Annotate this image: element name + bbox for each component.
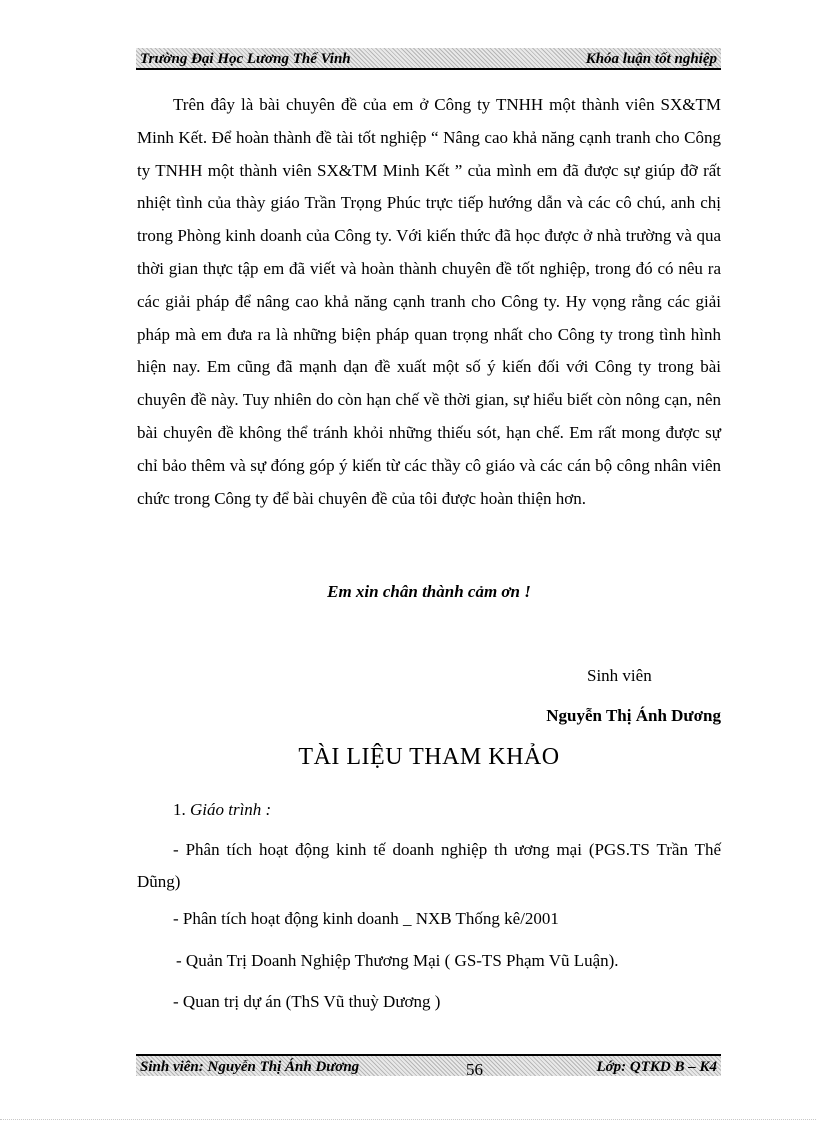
references-section-heading: [173, 794, 271, 826]
reference-item: - Phân tích hoạt động kinh doanh _ NXB Thống kê/2001: [173, 909, 559, 928]
signature-name: Nguyễn Thị Ánh Dương: [546, 706, 721, 725]
section-number: 1.: [173, 800, 186, 819]
footer-class: Lớp: QTKD B – K4: [596, 1059, 717, 1075]
reference-item: - Quản Trị Doanh Nghiệp Thương Mại ( GS-TS Phạm Vũ Luận).: [176, 951, 619, 970]
reference-item: - Phân tích hoạt động kinh tế doanh nghiệp th ương mại (PGS.TS Trần Thế Dũng): [137, 840, 721, 891]
page-bottom-divider: [0, 1119, 816, 1120]
references-title: TÀI LIỆU THAM KHẢO: [298, 744, 560, 770]
page-footer: [136, 1054, 721, 1079]
signature-label: Sinh viên: [587, 666, 652, 685]
page-number: 56: [466, 1060, 483, 1079]
header-doc-type: Khóa luận tốt nghiệp: [585, 51, 717, 67]
thanks-line: Em xin chân thành cảm ơn !: [327, 582, 531, 601]
footer-student: Sinh viên: Nguyễn Thị Ánh Dương: [140, 1059, 360, 1075]
acknowledgement-paragraph: Trên đây là bài chuyên đề của em ở Công ty TNHH một thành viên SX&TM Minh Kết. Để hoàn thành đề tài tốt nghiệp “ Nâng cao khả năng cạnh tranh cho Công ty TNHH một thành viên SX&TM Minh Kết ” của mình em đã được sự giúp đỡ rất nhiệt tình của thày giáo Trần Trọng Phúc trực tiếp hướng dẫn và các cô chú, anh chị trong Phòng kinh doanh của Công ty. Với kiến thức đã học được ở nhà trường và qua thời gian thực tập em đã viết và hoàn thành chuyên đề tốt nghiệp, trong đó có nêu ra các giải pháp để nâng cao khả năng cạnh tranh cho Công ty. Hy vọng rằng các giải pháp mà em đưa ra là những biện pháp quan trọng nhất cho Công ty trong tình hình hiện nay. Em cũng đã mạnh dạn đề xuất một số ý kiến đối với Công ty trong bài chuyên đề này. Tuy nhiên do còn hạn chế về thời gian, sự hiểu biết còn nông cạn, nên bài chuyên đề không thể tránh khỏi những thiếu sót, hạn chế. Em rất mong được sự chỉ bảo thêm và sự đóng góp ý kiến từ các thầy cô giáo và các cán bộ công nhân viên chức trong Công ty để bài chuyên đề của tôi được hoàn thiện hơn.: [137, 95, 721, 508]
section-label: Giáo trình :: [190, 800, 272, 819]
header-school: Trường Đại Học Lương Thế Vinh: [140, 51, 351, 67]
reference-item: - Quan trị dự án (ThS Vũ thuỳ Dương ): [173, 992, 441, 1011]
page-header: [136, 48, 721, 70]
